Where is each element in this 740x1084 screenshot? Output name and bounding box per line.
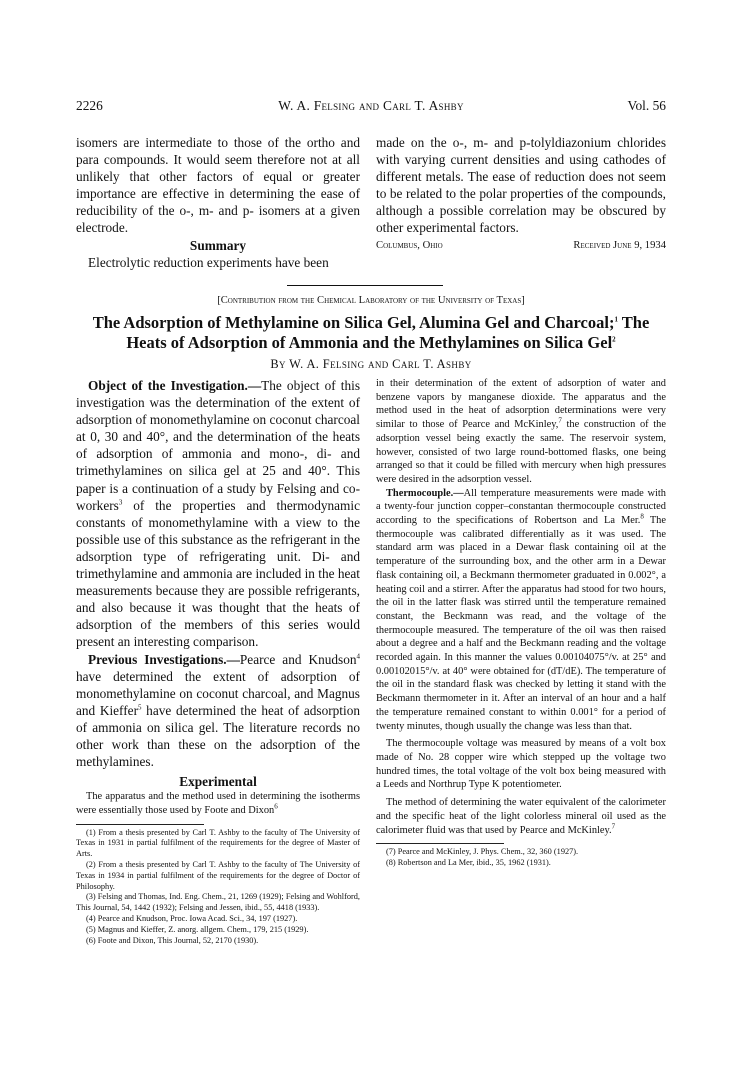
article-separator-rule xyxy=(287,285,443,286)
footnote-ref-8: 8 xyxy=(640,512,644,521)
footnote-ref-7: 7 xyxy=(558,416,562,425)
footnote-ref-6: 6 xyxy=(274,802,278,811)
summary-paragraph: Electrolytic reduction experiments have been xyxy=(88,254,329,270)
footnote-ref-4: 4 xyxy=(356,652,361,661)
footnote-ref-5: 5 xyxy=(138,703,142,712)
footnote-7: (7) Pearce and McKinley, J. Phys. Chem., 32, 360 (1927). xyxy=(386,847,579,857)
running-header xyxy=(76,98,666,116)
volume-label: Vol. 56 xyxy=(627,98,666,113)
previous-investigations-heading: Previous Investigations.— xyxy=(88,651,240,667)
byline: By W. A. Felsing and Carl T. Ashby xyxy=(270,357,472,371)
thermocouple-heading: Thermocouple.— xyxy=(386,487,464,499)
footnote-rule xyxy=(76,824,204,825)
thermocouple-paragraph: Thermocouple.—All temperature measurements were made with a twenty-four junction copper–constantan thermocouple constructed according to the specifications of Robertson and La Mer.$^8$ The thermocouple was calibrated differentially as it was used. The standard arm was placed in a Dewar flask containing oil at the temperature of the surrounding box, and the other arm in a Dewar flask containing oil, a Beckmann thermometer graduated in 0.002°, a heating coil and a stirrer. After the apparatus had stood for two hours, the oil in the latter flask was stirred until the temperature remained constant, the Beckmann was read, and the voltage of the thermocouple measured. The temperature of the oil was then raised about a degree and a half and the Beckmann reading and the voltage recorded again. In this manner the values 0.00104075°/v. at 25° and 0.00102015°/v. at 40° were obtained for (dT/dE). The temperature of the oil in the standard flask was checked by letting it stand with the Beckmann thermometer in it. After an interval of an hour and a half the temperature remained constant to within 0.001° for a period of twenty minutes, though usually the change was less than that. xyxy=(376,487,666,732)
experimental-heading: Experimental xyxy=(179,774,257,790)
object-paragraph: Object of the Investigation.—The object of this investigation was the determination of the extent of adsorption of monomethylamine on coconut charcoal at 0, 30 and 40°, and the determination of the heats of adsorption of ammonia and mono-, di- and trimethylamines on silica gel at 25 and 40°. This paper is a continuation of a study by Felsing and co-workers$^3$ of the properties and thermodynamic constants of monomethylamine with a view to the possible use of this substance as the refrigerant in the adsorption type of refrigerating unit. Di- and trimethylamine and ammonia are included in the heat measurements because they are possible refrigerants, and also because it was thought that the heats of adsorption of the members of this series would present an interesting comparison. xyxy=(76,378,360,650)
footnote-8: (8) Robertson and La Mer, ibid., 35, 1962 (1931). xyxy=(386,858,551,867)
running-title: W. A. Felsing and Carl T. Ashby xyxy=(278,98,464,113)
title-footnote-ref-2: 2 xyxy=(612,335,616,344)
previous-investigations-paragraph: Previous Investigations.—Pearce and Knudson$^4$ have determined the extent of adsorption of monomethylamine on coconut charcoal, and Magnus and Kieffer$^5$ have determined the heat of adsorption of ammonia on silica gel. The literature records no other work than these on the adsorption of the methylamines. xyxy=(76,651,361,770)
footnote-ref-7b: 7 xyxy=(611,822,616,831)
title-line-2: Heats of Adsorption of Ammonia and the Methylamines on Silica Gel xyxy=(126,332,613,352)
prev-article-paragraph: isomers are intermediate to those of the ortho and para compounds. It would seem therefore not at all unlikely that other factors of equal or greater importance are effective in determining the ease of reducibility of the o-, m- and p- isomers at a given electrode. xyxy=(76,135,360,236)
title-footnote-ref-1: 1 xyxy=(614,315,618,324)
apparatus-paragraph: in their determination of the extent of adsorption of water and benzene vapors by manganese dioxide. The apparatus and the method used in the heat of adsorption determinations were very similar to those of Pearce and McKinley,$^7$ the construction of the adsorption vessel being exactly the same. The reservoir system, however, consisted of two large round-bottomed flasks, one being arranged so that it could be filled with mercury when high pressures were desired in the adsorption vessel. xyxy=(376,378,666,485)
experimental-paragraph: The apparatus and the method used in determining the isotherms were essentially those used by Foote and Dixon$^6$ xyxy=(76,791,360,816)
title-line-1: The Adsorption of Methylamine on Silica Gel, Alumina Gel and Charcoal; xyxy=(92,313,615,332)
voltage-paragraph: The thermocouple voltage was measured by means of a volt box made of No. 28 copper wire which stepped up the voltage two hundred times, the total voltage of the volt box being measured with a Leeds and Northrup Type K potentiometer. xyxy=(376,738,666,791)
prev-article-right-column xyxy=(376,134,666,254)
water-equivalent-paragraph: The method of determining the water equivalent of the calorimeter and the specific heat of the light colorless mineral oil used as the calorimeter fluid was that used by Pearce and McKinley.$^7$ xyxy=(376,797,666,836)
location: Columbus, Ohio xyxy=(376,239,443,251)
contribution-line: [Contribution from the Chemical Laboratory of the University of Texas] xyxy=(217,295,525,306)
footnote-rule-right xyxy=(376,843,504,844)
received-date: Received June 9, 1934 xyxy=(573,239,666,251)
footnote-5: (5) Magnus and Kieffer, Z. anorg. allgem. Chem., 179, 215 (1929). xyxy=(86,924,309,934)
page-number: 2226 xyxy=(76,98,103,113)
footnote-4: (4) Pearce and Knudson, Proc. Iowa Acad. Sci., 34, 197 (1927). xyxy=(86,914,298,924)
title-line-1-end: The xyxy=(617,313,650,332)
dateline xyxy=(376,237,666,254)
right-column xyxy=(376,377,666,869)
summary-continued: made on the o-, m- and p-tolyldiazonium chlorides with varying current densities and using cathodes of different metals. The ease of reduction does not seem to be related to the polar properties of the compounds, although a possible correlation may be obscured by other experimental factors. xyxy=(376,135,666,236)
object-heading: Object of the Investigation.— xyxy=(88,378,262,393)
footnote-2: (2) From a thesis presented by Carl T. Ashby to the faculty of The University of Texas in 1934 in partial fulfilment of the requirements for the degree of Doctor of Philosophy. xyxy=(76,860,360,891)
footnote-3: (3) Felsing and Thomas, Ind. Eng. Chem., 21, 1269 (1929); Felsing and Wohlford, This Journal, 54, 1442 (1932); Felsing and Jessen, ibid., 55, 4418 (1933). xyxy=(76,892,360,913)
footnote-ref-3: 3 xyxy=(118,498,123,507)
article-title xyxy=(76,313,666,352)
footnote-1: (1) From a thesis presented by Carl T. Ashby to the faculty of The University of Texas in 1931 in partial fulfilment of the requirements for the degree of Master of Arts. xyxy=(76,827,360,859)
footnote-6: (6) Foote and Dixon, This Journal, 52, 2170 (1930). xyxy=(86,935,259,945)
left-column xyxy=(76,377,360,946)
summary-heading: Summary xyxy=(189,237,247,253)
prev-article-left-column xyxy=(76,134,360,271)
